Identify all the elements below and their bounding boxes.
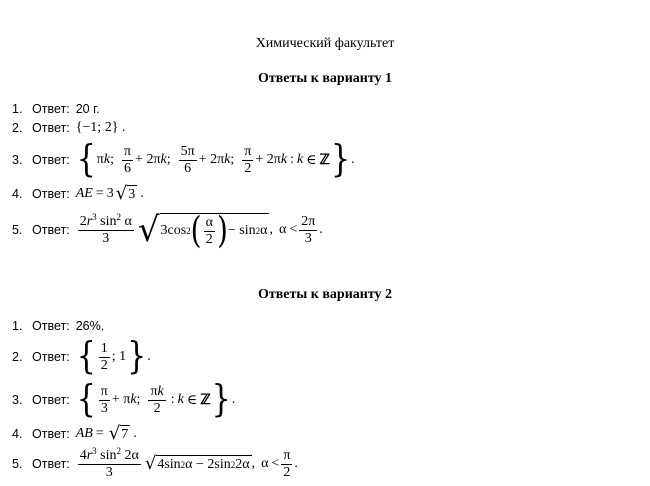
v1-answer-2: 2. Ответ: {−1; 2} . [12,120,126,135]
v1-answer-3: 3. Ответ: { π k ; $\frac{\pi}{6}$ + 2π k ; $\frac{5\pi}{6}$ + 2π k ; $\frac{\pi}{2}$ + 2π k : k ∈ ℤ } . [12,137,355,182]
variant-1-title: Ответы к варианту 1 [257,71,393,86]
v2-answer-3: 3. Ответ: { $\frac{\pi}{3}$ + π k ; $\frac{\pi k}{2}$ : k ∈ ℤ } . [12,377,236,422]
formula-v2-3: { $\frac{\pi}{3}$ + π k ; $\frac{\pi k}{2}$ : k ∈ ℤ } . [76,377,236,422]
variant-2-title: Ответы к варианту 2 [257,287,393,302]
v1-answer-5: 5. Ответ: $\frac{2r^3 \sin^2 \alpha}{3}$ √ 3cos 2 ( $\frac{\alpha}{2}$ ) − sin 2 α , α < $\frac{2\pi}{3}$ . [12,208,323,252]
v1-answer-4: 4. Ответ: AE = 3 √ 3 . [12,183,144,204]
formula-v2-5: $\frac{4r^3 \sin^2 2\alpha}{3}$ √ 4sin 2 α − 2sin 2 2α , α < $\frac{\pi}{2}$ . [79,445,298,480]
answer-text: 20 г. [75,102,100,116]
formula-v1-4: AE = 3 √ 3 . [75,183,144,204]
answer-text: {−1; 2} . [75,120,126,135]
answer-text: 26%. [75,319,105,333]
formula-v2-4: AB = √ 7 . [75,423,137,444]
v1-answer-1: 1. Ответ: 20 г. [12,102,100,116]
formula-v2-2: { $\frac{1}{2}$ ; 1 } . [76,334,151,379]
v2-answer-1: 1. Ответ: 26%. [12,319,105,333]
v2-answer-2: 2. Ответ: { $\frac{1}{2}$ ; 1 } . [12,334,151,379]
formula-v1-3: { π k ; $\frac{\pi}{6}$ + 2π k ; $\frac{5\pi}{6}$ + 2π k ; $\frac{\pi}{2}$ + 2π k : k ∈ ℤ } . [76,137,355,182]
formula-v1-5: $\frac{2r^3 \sin^2 \alpha}{3}$ √ 3cos 2 ( $\frac{\alpha}{2}$ ) − sin 2 α , α < $\frac{2\pi}{3}$ . [79,208,323,252]
v2-answer-4: 4. Ответ: AB = √ 7 . [12,423,137,444]
v2-answer-5: 5. Ответ: $\frac{4r^3 \sin^2 2\alpha}{3}$ √ 4sin 2 α − 2sin 2 2α , α < $\frac{\pi}{2}$ . [12,445,298,480]
faculty-title: Химический факультет [255,36,395,51]
